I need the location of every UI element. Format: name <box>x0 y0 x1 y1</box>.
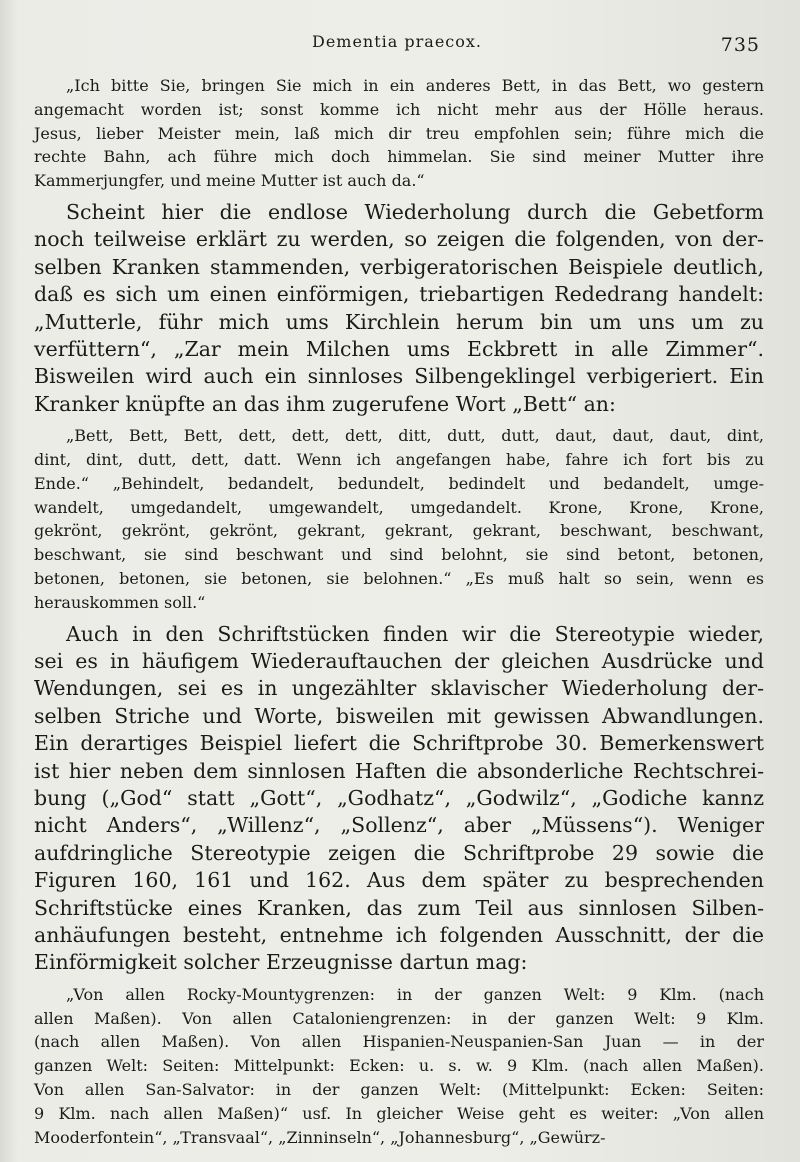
text-line: noch teilweise erklärt zu werden, so zeigen die folgenden, von der- <box>34 227 764 252</box>
text-line: Einförmigkeit solcher Erzeugnisse dartun mag: <box>34 950 528 975</box>
text-line: allen Maßen). Von allen Cataloniengrenzen: in der ganzen Welt: 9 Klm. <box>34 1008 764 1028</box>
text-line: Bisweilen wird auch ein sinnloses Silbengeklingel verbigeriert. Ein <box>34 364 764 389</box>
text-line: „Mutterle, führ mich ums Kirchlein herum bin um uns um zu <box>34 309 764 334</box>
page-number: 735 <box>720 34 760 56</box>
text-line: Auch in den Schriftstücken finden wir die Stereotypie wieder, <box>66 621 764 646</box>
page-header <box>34 30 760 60</box>
text-line: bung („God“ statt „Gott“, „Godhatz“, „Godwilz“, „Godiche kannz <box>34 786 764 811</box>
text-line: Jesus, lieber Meister mein, laß mich dir treu empfohlen sein; führe mich die <box>34 123 764 143</box>
text-line: selben Striche und Worte, bisweilen mit gewissen Abwandlungen. <box>34 703 764 728</box>
text-line: verfüttern“, „Zar mein Milchen ums Eckbrett in alle Zimmer“. <box>34 337 764 362</box>
text-line: selben Kranken stammenden, verbigeratorischen Beispiele deutlich, <box>34 254 764 279</box>
text-line: Ende.“ „Behindelt, bedandelt, bedundelt, bedindelt und bedandelt, umge- <box>34 473 764 493</box>
text-line: Kranker knüpfte an das ihm zugerufene Wort „Bett“ an: <box>34 391 616 416</box>
text-line: Kammerjungfer, und meine Mutter ist auch da.“ <box>34 171 425 191</box>
text-line: betonen, betonen, sie betonen, sie belohnen.“ „Es muß halt so sein, wenn es <box>34 569 764 589</box>
text-line: dint, dint, dutt, dett, datt. Wenn ich angefangen habe, fahre ich fort bis zu <box>34 450 764 470</box>
text-line: Schriftstücke eines Kranken, das zum Teil aus sinnlosen Silben- <box>34 895 764 920</box>
text-line: Ein derartiges Beispiel liefert die Schriftprobe 30. Bemerkenswert <box>34 731 764 756</box>
text-line: „Bett, Bett, Bett, dett, dett, dett, ditt, dutt, dutt, daut, daut, daut, dint, <box>66 426 764 446</box>
text-line: nicht Anders“, „Willenz“, „Sollenz“, aber „Müssens“). Weniger <box>34 813 764 838</box>
text-line: Scheint hier die endlose Wiederholung durch die Gebetform <box>66 199 764 224</box>
text-line: gekrönt, gekrönt, gekrönt, gekrant, gekrant, gekrant, beschwant, beschwant, <box>34 521 764 541</box>
text-line: (nach allen Maßen). Von allen Hispanien-Neuspanien-San Juan — in der <box>34 1032 764 1052</box>
text-line: sei es in häufigem Wiederauftauchen der gleichen Ausdrücke und <box>34 649 764 674</box>
text-line: ganzen Welt: Seiten: Mittelpunkt: Ecken: u. s. w. 9 Klm. (nach allen Maßen). <box>34 1056 764 1076</box>
text-line: rechte Bahn, ach führe mich doch himmelan. Sie sind meiner Mutter ihre <box>34 147 764 167</box>
text-line: beschwant, sie sind beschwant und sind belohnt, sie sind betont, betonen, <box>34 545 764 565</box>
text-line: Wendungen, sei es in ungezählter sklavischer Wiederholung der- <box>34 676 764 701</box>
text-line: Von allen San-Salvator: in der ganzen Welt: (Mittelpunkt: Ecken: Seiten: <box>34 1080 764 1100</box>
text-line: Mooderfontein“, „Transvaal“, „Zinninseln“, „Johannesburg“, „Gewürz- <box>34 1127 606 1147</box>
text-line: ist hier neben dem sinnlosen Haften die absonderliche Rechtschrei- <box>34 758 764 783</box>
text-line: wandelt, umgedandelt, umgewandelt, umgedandelt. Krone, Krone, Krone, <box>34 497 764 517</box>
text-line: anhäufungen besteht, entnehme ich folgenden Ausschnitt, der die <box>34 923 764 948</box>
text-line: daß es sich um einen einförmigen, triebartigen Rededrang handelt: <box>34 282 764 307</box>
text-line: Figuren 160, 161 und 162. Aus dem später zu besprechenden <box>34 868 764 893</box>
text-line: aufdringliche Stereotypie zeigen die Schriftprobe 29 sowie die <box>34 840 764 865</box>
text-line: „Ich bitte Sie, bringen Sie mich in ein anderes Bett, in das Bett, wo gestern <box>66 76 764 95</box>
text-line: herauskommen soll.“ <box>34 592 206 612</box>
text-line: „Von allen Rocky-Mountygrenzen: in der ganzen Welt: 9 Klm. (nach <box>66 984 764 1004</box>
text-line: angemacht worden ist; sonst komme ich nicht mehr aus der Hölle heraus. <box>34 99 764 119</box>
page-body <box>34 74 764 1149</box>
text-line: 9 Klm. nach allen Maßen)“ usf. In gleicher Weise geht es weiter: „Von allen <box>34 1103 764 1123</box>
running-title: Dementia praecox. <box>311 32 482 51</box>
